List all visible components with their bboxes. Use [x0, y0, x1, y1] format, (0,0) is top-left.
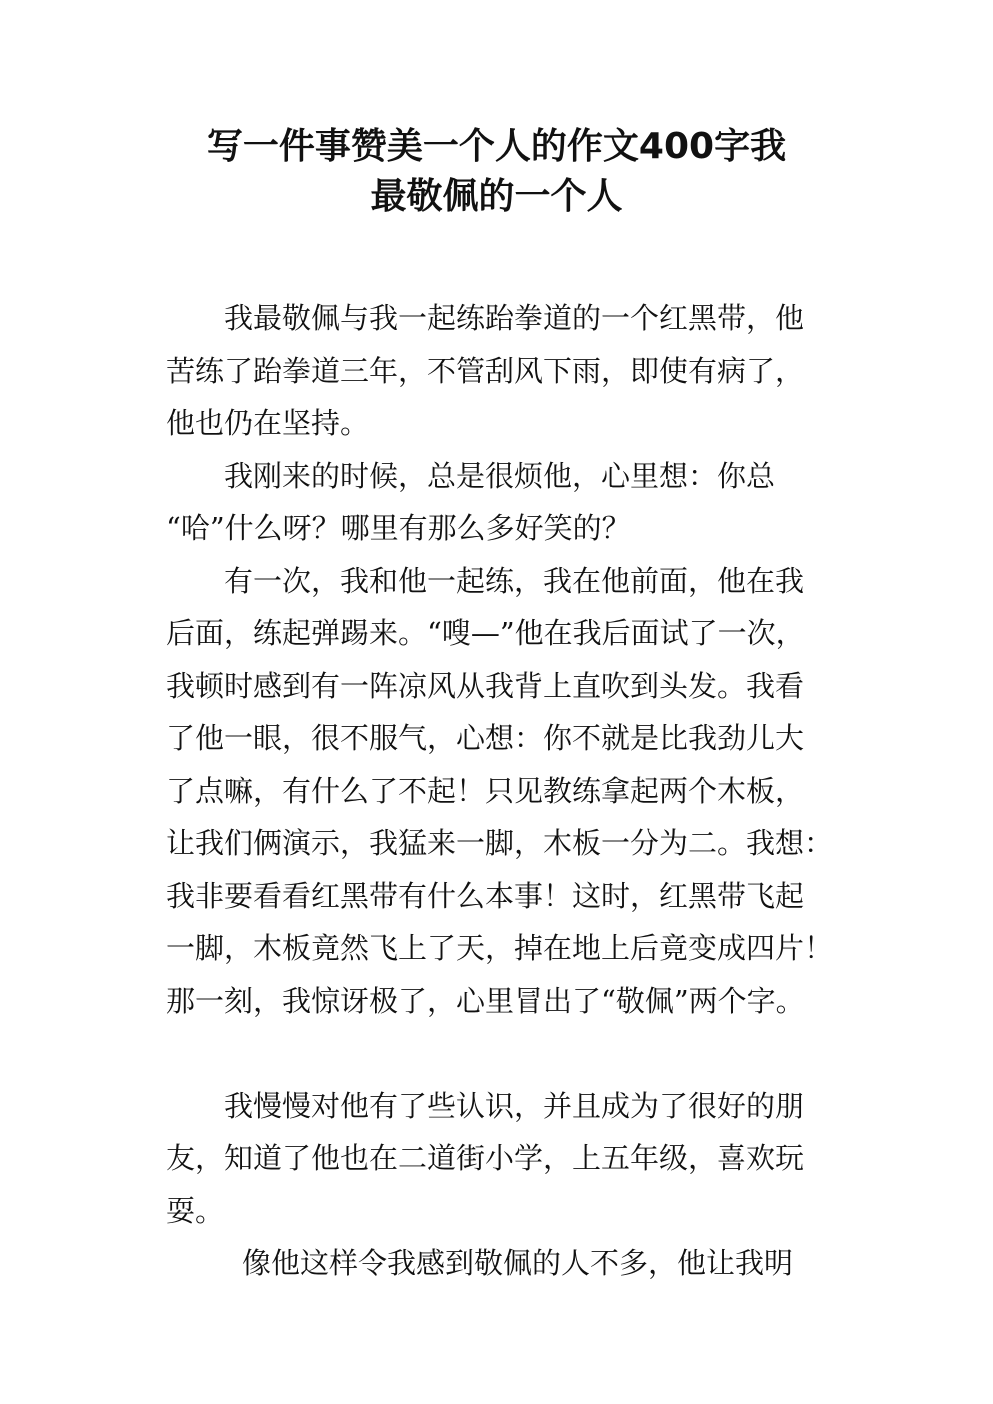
- paragraph-line: 后面，练起弹踢来。“嗖—”他在我后面试了一次，: [166, 616, 805, 650]
- paragraph-line: 一脚，木板竟然飞上了天，掉在地上后竟变成四片！: [166, 931, 834, 965]
- paragraph-line: 苦练了跆拳道三年，不管刮风下雨，即使有病了，: [166, 353, 805, 388]
- document-body: [166, 292, 856, 1290]
- paragraph-4: [166, 1080, 856, 1238]
- paragraph-line: 了点嘛，有什么了不起！只见教练拿起两个木板，: [166, 773, 805, 808]
- paragraph-line: 我顿时感到有一阵凉风从我背上直吹到头发。我看: [166, 668, 805, 703]
- paragraph-line: “哈”什么呀？哪里有那么多好笑的？: [166, 511, 631, 545]
- paragraph-line: 有一次，我和他一起练，我在他前面，他在我: [224, 563, 805, 598]
- paragraph-2: [166, 450, 856, 555]
- paragraph-line: 我慢慢对他有了些认识，并且成为了很好的朋: [224, 1088, 805, 1123]
- paragraph-line: 耍。: [166, 1193, 225, 1228]
- document-title: [120, 122, 873, 222]
- paragraph-line: 了他一眼，很不服气，心想：你不就是比我劲儿大: [166, 721, 805, 755]
- paragraph-line: 让我们俩演示，我猛来一脚，木板一分为二。我想：: [166, 826, 834, 860]
- title-line-2: 最敬佩的一个人: [370, 176, 623, 217]
- paragraph-3: [166, 555, 856, 1028]
- paragraph-line: 像他这样令我感到敬佩的人不多，他让我明: [242, 1246, 794, 1280]
- title-line-1: 写一件事赞美一个人的作文400字我: [206, 126, 787, 167]
- paragraph-line: 友，知道了他也在二道街小学，上五年级，喜欢玩: [166, 1141, 805, 1175]
- paragraph-1: [166, 292, 856, 450]
- paragraph-line: 我非要看看红黑带有什么本事！这时，红黑带飞起: [166, 878, 805, 913]
- paragraph-line: 我刚来的时候，总是很烦他，心里想：你总: [224, 458, 776, 493]
- paragraph-line: 那一刻，我惊讶极了，心里冒出了“敬佩”两个字。: [166, 983, 805, 1018]
- paragraph-line: 他也仍在坚持。: [166, 406, 370, 440]
- paragraph-5: [166, 1237, 856, 1290]
- paragraph-spacer: [166, 1027, 856, 1080]
- paragraph-line: 我最敬佩与我一起练跆拳道的一个红黑带，他: [224, 301, 805, 335]
